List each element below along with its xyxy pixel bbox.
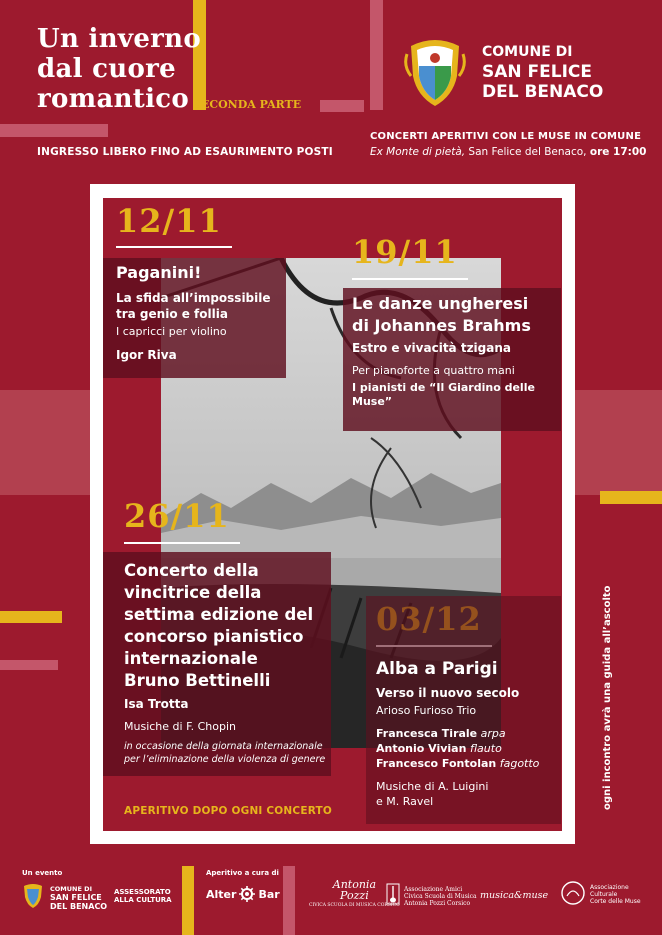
footer-assoc-cult-1: Associazione: [590, 884, 629, 891]
event-3-title-4: concorso pianistico: [124, 627, 304, 646]
event-4-m1-name: Francesca Tirale: [376, 727, 478, 740]
event-4-m2-name: Antonio Vivian: [376, 742, 467, 755]
event-3-title-2: vincitrice della: [124, 583, 262, 602]
comune-crest-icon: [403, 36, 467, 108]
event-3-title-3: settima edizione del: [124, 605, 314, 624]
footer-assessorato-1: ASSESSORATO: [114, 888, 171, 896]
footer-alter-bar-logo: [206, 886, 280, 902]
location-venue: Ex Monte di pietà,: [370, 146, 466, 158]
event-1-performer: Igor Riva: [116, 348, 177, 362]
footer-assessorato: [114, 888, 172, 904]
event-1-date-underline: [116, 246, 232, 248]
concerti-aperitivi-text: CONCERTI APERITIVI CON LE MUSE IN COMUNE: [370, 131, 642, 142]
event-2-performer-1: I pianisti de “Il Giardino delle: [352, 381, 535, 394]
event-2-date: 19/11: [352, 233, 458, 271]
comune-line-3: DEL BENACO: [482, 82, 604, 102]
decor-bar-gold-left: [0, 611, 62, 623]
footer-aperitivo-cura: Aperitivo a cura di: [206, 869, 279, 877]
footer-comune-3: DEL BENACO: [50, 902, 108, 911]
event-2-title-1: Le danze ungheresi: [352, 294, 529, 313]
footer-assessorato-2: ALLA CULTURA: [114, 896, 172, 904]
event-4-ensemble: Arioso Furioso Trio: [376, 704, 477, 717]
event-2-info: [352, 294, 535, 409]
footer-comune-crest-icon: [22, 883, 44, 909]
footer-antonia-2: Pozzi: [340, 889, 369, 902]
event-4-music-1: Musiche di A. Luigini: [376, 780, 489, 793]
event-4-musician-2: [376, 741, 539, 756]
event-2-title-2: di Johannes Brahms: [352, 316, 531, 335]
event-4-m1-instr: arpa: [480, 727, 506, 740]
decor-bar-pink-right: [370, 0, 383, 110]
decor-bar-pink-mid: [320, 100, 364, 112]
event-4-musician-3: [376, 756, 539, 771]
footer-alter: Alter: [206, 887, 237, 901]
footer-comune-2: SAN FELICE: [50, 893, 102, 902]
location-time: ore 17:00: [589, 146, 647, 158]
footer-musica-muse-logo: musica&muse: [480, 890, 549, 901]
aperitivo-note: APERITIVO DOPO OGNI CONCERTO: [124, 805, 332, 817]
event-3-title-1: Concerto della: [124, 561, 259, 580]
footer-assoc-cult-2: Culturale: [590, 891, 618, 898]
decor-bar-pink-left: [0, 124, 108, 137]
title-line-1: Un inverno: [37, 24, 202, 54]
footer-un-evento: Un evento: [22, 869, 63, 877]
event-4-m3-instr: fagotto: [499, 757, 540, 770]
main-title: [37, 24, 201, 114]
event-4-m3-name: Francesco Fontolan: [376, 757, 497, 770]
footer-assoc-amici-1: Associazione Amici: [404, 886, 463, 893]
event-1-info: [116, 263, 271, 363]
footer-guitar-icon: [386, 883, 400, 905]
event-1-title: Paganini!: [116, 263, 202, 282]
event-1-date: 12/11: [116, 202, 222, 240]
side-guide-text: ogni incontro avrà una guida all’ascolto: [602, 585, 613, 810]
event-3-date-underline: [124, 542, 240, 544]
decor-bar-gold-right: [600, 491, 662, 504]
event-3-date: 26/11: [124, 497, 230, 535]
footer-assoc-cult: [590, 884, 641, 905]
footer-assoc-amici: [404, 886, 477, 907]
footer-comune: [50, 885, 107, 911]
footer-divider-pink: [283, 866, 295, 935]
footer-assoc-cult-3: Corte delle Muse: [590, 898, 641, 905]
event-1-subtitle-2: tra genio e follia: [116, 307, 228, 321]
event-3-detail: Musiche di F. Chopin: [124, 720, 237, 733]
footer-comune-1: COMUNE DI: [50, 885, 92, 893]
event-2-detail: Per pianoforte a quattro mani: [352, 364, 515, 377]
gear-icon: [239, 886, 255, 902]
event-3-note-1: in occasione della giornata internazionale: [124, 741, 323, 752]
event-2-date-underline: [352, 278, 468, 280]
event-3-title-5: internazionale: [124, 649, 258, 668]
event-4-subtitle: Verso il nuovo secolo: [376, 686, 520, 700]
footer-antonia-1: Antonia: [332, 878, 376, 891]
event-2-subtitle: Estro e vivacità tzigana: [352, 341, 511, 355]
event-3-title-6: Bruno Bettinelli: [124, 671, 271, 690]
location-line: [370, 146, 646, 158]
comune-line-2: SAN FELICE: [482, 62, 593, 82]
event-2-performer-2: Muse”: [352, 395, 393, 408]
title-line-2: dal cuore: [37, 54, 176, 84]
event-4-m2-instr: flauto: [469, 742, 502, 755]
footer-corte-muse-icon: [560, 880, 586, 906]
footer-assoc-amici-3: Antonia Pozzi Corsico: [404, 900, 471, 907]
event-4-music-2: e M. Ravel: [376, 795, 434, 808]
event-4-musician-1: [376, 726, 539, 741]
footer-bar: Bar: [258, 887, 280, 901]
comune-name: [482, 42, 603, 102]
decor-bar-pink-bottom: [0, 660, 58, 670]
footer-antonia-sub: CIVICA SCUOLA DI MUSICA CORSICO: [309, 903, 400, 908]
location-place: San Felice del Benaco,: [465, 146, 590, 158]
footer-divider-gold: [182, 866, 194, 935]
event-1-detail: I capricci per violino: [116, 325, 227, 338]
event-4-info: [376, 660, 539, 809]
footer-assoc-amici-2: Civica Scuola di Musica: [404, 893, 477, 900]
ingresso-libero-text: INGRESSO LIBERO FINO AD ESAURIMENTO POSTI: [37, 146, 333, 158]
event-3-info: [124, 560, 325, 766]
event-3-performer: Isa Trotta: [124, 697, 189, 711]
comune-line-1: COMUNE DI: [482, 44, 573, 60]
event-4-title: Alba a Parigi: [376, 659, 498, 679]
event-3-note-2: per l’eliminazione della violenza di genere: [124, 754, 326, 765]
title-line-3: romantico: [37, 84, 190, 114]
event-1-subtitle-1: La sfida all’impossibile: [116, 291, 271, 305]
seconda-parte-label: SECONDA PARTE: [193, 98, 302, 111]
